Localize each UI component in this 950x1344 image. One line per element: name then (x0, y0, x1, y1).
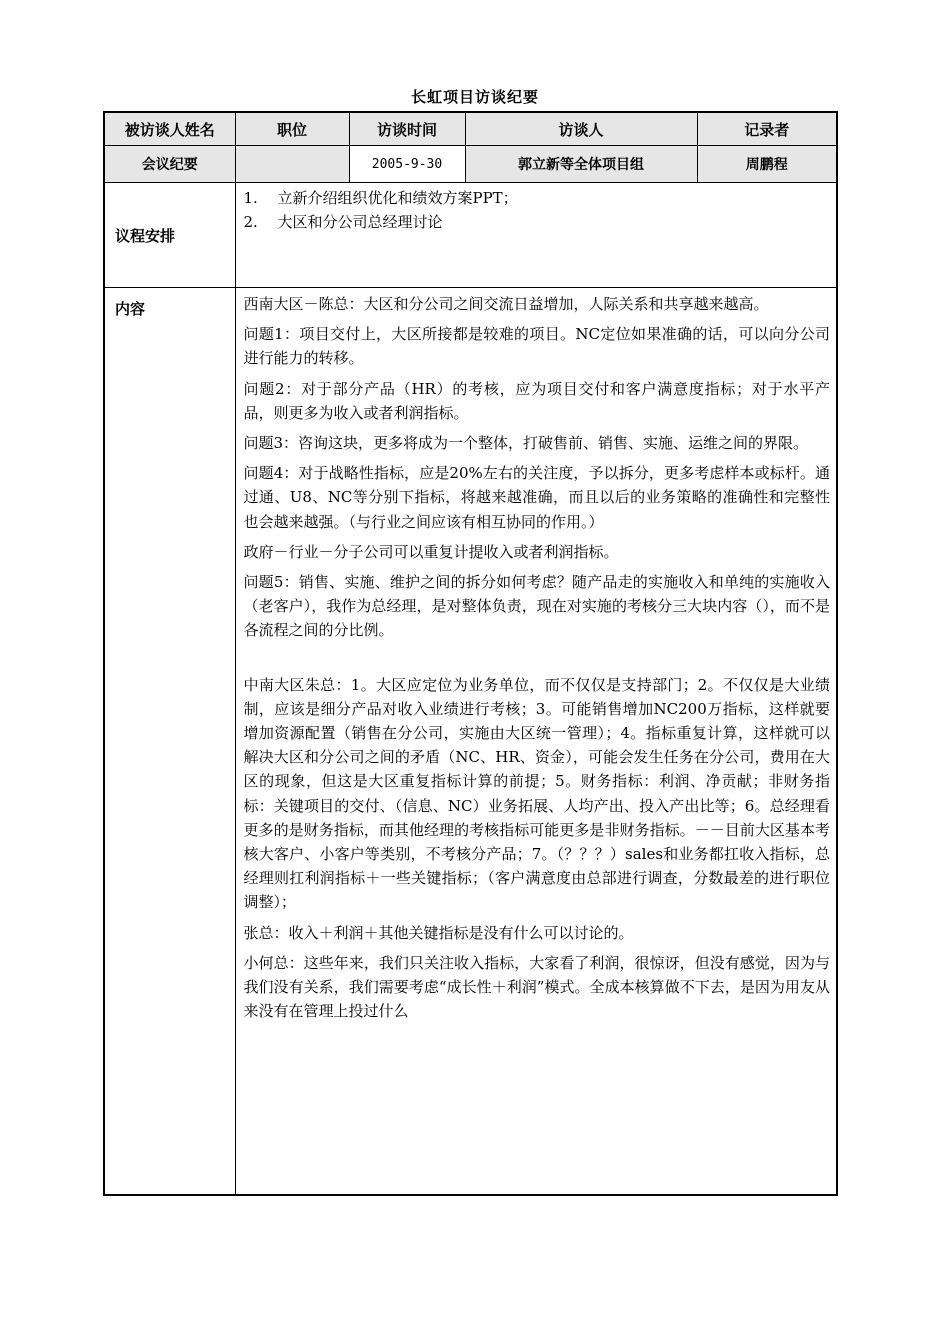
content-paragraph: 中南大区朱总：1。大区应定位为业务单位，而不仅仅是支持部门；2。不仅仅是大业绩制，应该是细分产品对收入业绩进行考核；3。可能销售增加NC200万指标，这样就要增加资源配置（销售在分公司，实施由大区统一管理）；4。指标重复计算，这样就可以解决大区和分公司之间的矛盾（NC、HR、资金），可能会发生任务在分公司，费用在大区的现象，但这是大区重复指标计算的前提；5。财务指标：利润、净贡献；非财务指标：关键项目的交付、（信息、NC）业务拓展、人均产出、投入产出比等；6。总经理看更多的是财务指标，而其他经理的考核指标可能更多是非财务指标。－－目前大区基本考核大客户、小客户等类别，不考核分产品；7。（？？？）sales和业务都扛收入指标，总经理则扛利润指标＋一些关键指标；（客户满意度由总部进行调查，分数最差的进行职位调整）； (243, 675, 830, 912)
content-paragraph: 西南大区－陈总：大区和分公司之间交流日益增加，人际关系和共享越来越高。 (243, 295, 769, 313)
content-paragraph: 问题5：销售、实施、维护之间的拆分如何考虑？随产品走的实施收入和单纯的实施收入（老客户），我作为总经理，是对整体负责，现在对实施的考核分三大块内容（），而不是各流程之间的分比例。 (243, 573, 830, 640)
header-time: 访谈时间 (349, 112, 465, 146)
content-paragraph: 政府－行业－分子公司可以重复计提收入或者利润指标。 (243, 542, 619, 561)
agenda-item: 2. 大区和分公司总经理讨论 (243, 213, 443, 231)
document-title: 长虹项目访谈纪要 (410, 88, 539, 106)
content-paragraph: 小何总：这些年来，我们只关注收入指标，大家看了利润，很惊讶，但没有感觉，因为与我们没有关系，我们需要考虑“成长性＋利润”模式。全成本核算做不下去，是因为用友从来没有在管理上投过什么 (243, 953, 830, 1021)
header-position: 职位 (235, 112, 349, 146)
agenda-item: 1. 立新介绍组织优化和绩效方案PPT； (243, 189, 518, 207)
agenda-row (104, 183, 837, 288)
content-body (235, 288, 837, 1196)
info-time: 2005-9-30 (349, 146, 465, 183)
info-row (104, 146, 837, 183)
agenda-content (235, 183, 837, 288)
table-header-row (104, 112, 837, 146)
header-recorder: 记录者 (697, 112, 837, 146)
info-position (235, 146, 349, 183)
info-interviewer: 郭立新等全体项目组 (465, 146, 697, 183)
header-interviewee: 被访谈人姓名 (104, 112, 235, 146)
content-paragraph: 问题3：咨询这块，更多将成为一个整体，打破售前、销售、实施、运维之间的界限。 (243, 434, 809, 453)
content-paragraph: 问题2：对于部分产品（HR）的考核，应为项目交付和客户满意度指标；对于水平产品，则更多为收入或者利润指标。 (243, 379, 830, 422)
content-paragraph: 张总：收入＋利润＋其他关键指标是没有什么可以讨论的。 (243, 923, 634, 942)
interview-table (103, 111, 838, 1196)
content-paragraph: 问题4：对于战略性指标，应是20%左右的关注度，予以拆分，更多考虑样本或标杆。通过通、U8、NC等分别下指标，将越来越准确，而且以后的业务策略的准确性和完整性也会越来越强。（与行业之间应该有相互协同的作用。） (243, 464, 830, 531)
header-interviewer: 访谈人 (465, 112, 697, 146)
content-paragraph: 问题1：项目交付上，大区所接都是较难的项目。NC定位如果准确的话，可以向分公司进行能力的转移。 (243, 325, 830, 368)
info-recorder: 周鹏程 (697, 146, 837, 183)
info-interviewee: 会议纪要 (104, 146, 235, 183)
content-label: 内容 (104, 288, 235, 1196)
content-row (104, 288, 837, 1196)
agenda-label: 议程安排 (104, 183, 235, 288)
